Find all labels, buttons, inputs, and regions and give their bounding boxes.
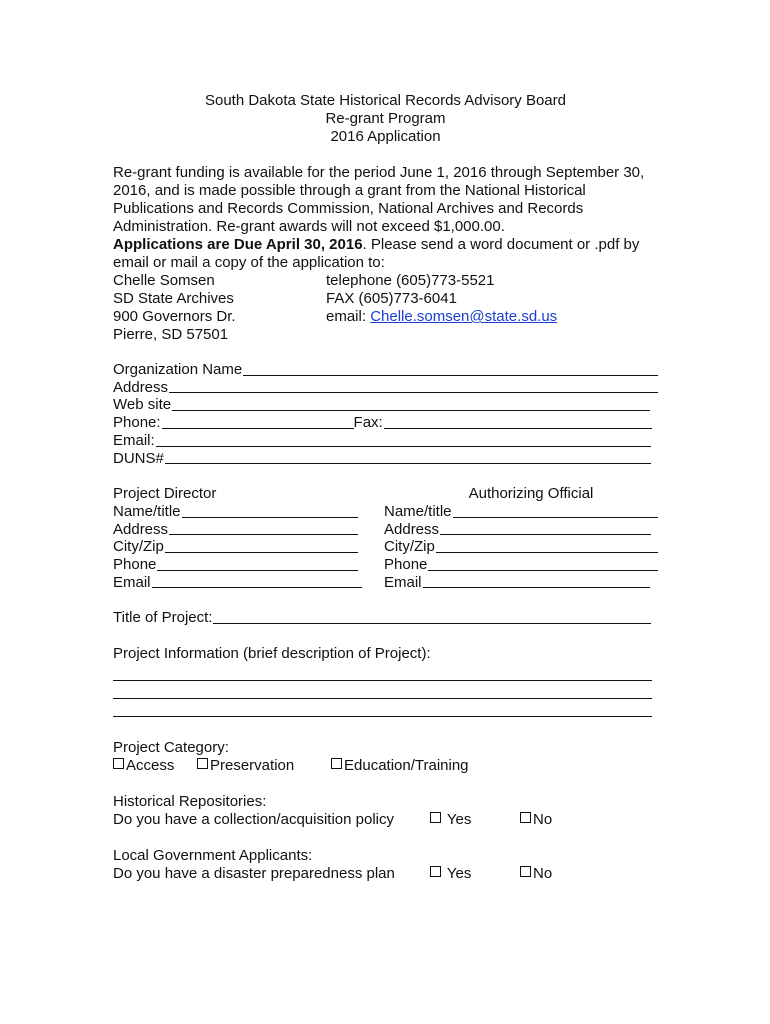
director-address-field[interactable] (169, 521, 358, 536)
due-instructions: . Please send a word document or .pdf by email or mail a copy of the application to: (113, 236, 640, 271)
project-info-line-3[interactable] (113, 699, 652, 717)
project-title-field[interactable] (213, 609, 651, 624)
due-paragraph (113, 236, 658, 272)
category-access-option[interactable] (113, 757, 197, 775)
director-cityzip-row (113, 538, 358, 556)
local-no-checkbox[interactable] (520, 866, 531, 877)
form-header (113, 92, 658, 146)
official-address-row (384, 521, 651, 539)
contact-street: 900 Governors Dr. (113, 308, 236, 325)
project-director-heading: Project Director (113, 485, 217, 503)
historical-repositories-section (113, 793, 658, 829)
project-title-row (113, 609, 651, 627)
project-info-label: Project Information (brief description of Project): (113, 645, 431, 663)
application-year: 2016 Application (330, 128, 441, 145)
project-title-label: Title of Project: (113, 609, 213, 627)
historical-yes-label: Yes (443, 811, 472, 829)
contact-email-label: email: (326, 308, 371, 325)
education-checkbox[interactable] (331, 758, 342, 769)
official-phone-label: Phone (384, 556, 428, 574)
historical-heading: Historical Repositories: (113, 793, 267, 811)
contact-fax: FAX (605)773-6041 (326, 290, 457, 307)
fax-label: Fax: (353, 414, 383, 432)
contact-city: Pierre, SD 57501 (113, 326, 229, 343)
project-info-line-2[interactable] (113, 681, 652, 699)
official-cityzip-label: City/Zip (384, 538, 435, 556)
project-info-line-1[interactable] (113, 663, 652, 681)
local-yes-checkbox[interactable] (430, 866, 441, 877)
official-email-field[interactable] (423, 574, 650, 589)
education-label: Education/Training (344, 757, 469, 775)
director-email-row (113, 574, 362, 592)
address-label: Address (113, 378, 169, 396)
historical-no-label: No (533, 811, 553, 829)
access-label: Access (126, 757, 175, 775)
duns-field[interactable] (165, 450, 651, 465)
local-no-label: No (533, 865, 553, 883)
official-phone-row (384, 556, 658, 574)
organization-fields (113, 361, 658, 467)
email-label: Email: (113, 431, 155, 449)
preservation-checkbox[interactable] (197, 758, 208, 769)
email-field[interactable] (156, 432, 651, 447)
historical-no-option[interactable] (520, 811, 658, 829)
organization-name-label: Organization Name (113, 361, 243, 378)
official-address-label: Address (384, 520, 440, 538)
address-field[interactable] (169, 379, 658, 394)
director-name-row (113, 503, 358, 521)
project-category-label: Project Category: (113, 739, 229, 757)
director-name-field[interactable] (182, 503, 358, 518)
phone-fax-row (113, 414, 652, 432)
website-label: Web site (113, 396, 172, 414)
application-form (113, 92, 658, 883)
historical-question-row (113, 811, 658, 829)
local-question: Do you have a disaster preparedness plan (113, 865, 395, 883)
local-government-section (113, 847, 658, 883)
official-name-field[interactable] (453, 503, 658, 518)
official-cityzip-field[interactable] (436, 538, 658, 553)
project-title-section (113, 609, 658, 627)
project-director-column (113, 485, 358, 591)
contact-name: Chelle Somsen (113, 272, 215, 289)
director-cityzip-field[interactable] (165, 538, 358, 553)
duns-row (113, 450, 651, 468)
director-email-label: Email (113, 573, 151, 591)
fax-field[interactable] (384, 414, 652, 429)
director-address-row (113, 521, 358, 539)
official-email-label: Email (384, 573, 422, 591)
local-yes-label: Yes (443, 865, 472, 883)
local-no-option[interactable] (520, 865, 658, 883)
director-address-label: Address (113, 520, 169, 538)
director-name-label: Name/title (113, 502, 181, 520)
authorizing-official-column (384, 485, 658, 591)
official-email-row (384, 574, 650, 592)
due-date-text: Applications are Due April 30, 2016 (113, 236, 363, 253)
contact-block (113, 272, 658, 344)
address-row (113, 379, 658, 397)
official-phone-field[interactable] (428, 556, 658, 571)
project-category-options (113, 757, 658, 775)
historical-no-checkbox[interactable] (520, 812, 531, 823)
official-name-label: Name/title (384, 502, 452, 520)
project-category-section (113, 739, 658, 775)
local-yes-option[interactable] (430, 865, 520, 883)
board-name: South Dakota State Historical Records Advisory Board (204, 92, 566, 109)
director-email-field[interactable] (152, 574, 362, 589)
phone-field[interactable] (162, 414, 354, 429)
director-phone-row (113, 556, 358, 574)
official-cityzip-row (384, 538, 658, 556)
contact-email-link[interactable]: Chelle.somsen@state.sd.us (370, 308, 558, 325)
organization-name-field[interactable] (243, 361, 658, 376)
email-row (113, 432, 651, 450)
official-name-row (384, 503, 658, 521)
authorizing-official-heading: Authorizing Official (468, 485, 594, 503)
website-row (113, 396, 650, 414)
phone-label: Phone: (113, 414, 161, 432)
category-preservation-option[interactable] (197, 757, 331, 775)
contacts-columns (113, 485, 658, 591)
local-question-row (113, 865, 658, 883)
intro-section (113, 164, 658, 344)
project-info-section (113, 645, 658, 717)
historical-yes-checkbox[interactable] (430, 812, 441, 823)
contact-org: SD State Archives (113, 290, 234, 307)
director-cityzip-label: City/Zip (113, 538, 164, 556)
historical-question: Do you have a collection/acquisition policy (113, 811, 394, 829)
director-phone-label: Phone (113, 556, 157, 574)
historical-yes-option[interactable] (430, 811, 520, 829)
director-phone-field[interactable] (157, 556, 358, 571)
category-education-option[interactable] (331, 757, 469, 775)
website-field[interactable] (172, 396, 650, 411)
duns-label: DUNS# (113, 449, 164, 467)
organization-name-row (113, 361, 658, 379)
official-address-field[interactable] (440, 521, 651, 536)
contact-telephone: telephone (605)773-5521 (326, 272, 495, 289)
contact-email-line (326, 308, 658, 326)
preservation-label: Preservation (210, 757, 295, 775)
local-heading: Local Government Applicants: (113, 847, 313, 865)
program-name: Re-grant Program (325, 110, 446, 127)
access-checkbox[interactable] (113, 758, 124, 769)
funding-paragraph: Re-grant funding is available for the period June 1, 2016 through September 30, 2016, and is made possible through a grant from the National Historical Publications and Records Commission, National Archives and Records Administration. Re-grant awards will not exceed $1,000.00. (113, 164, 645, 235)
